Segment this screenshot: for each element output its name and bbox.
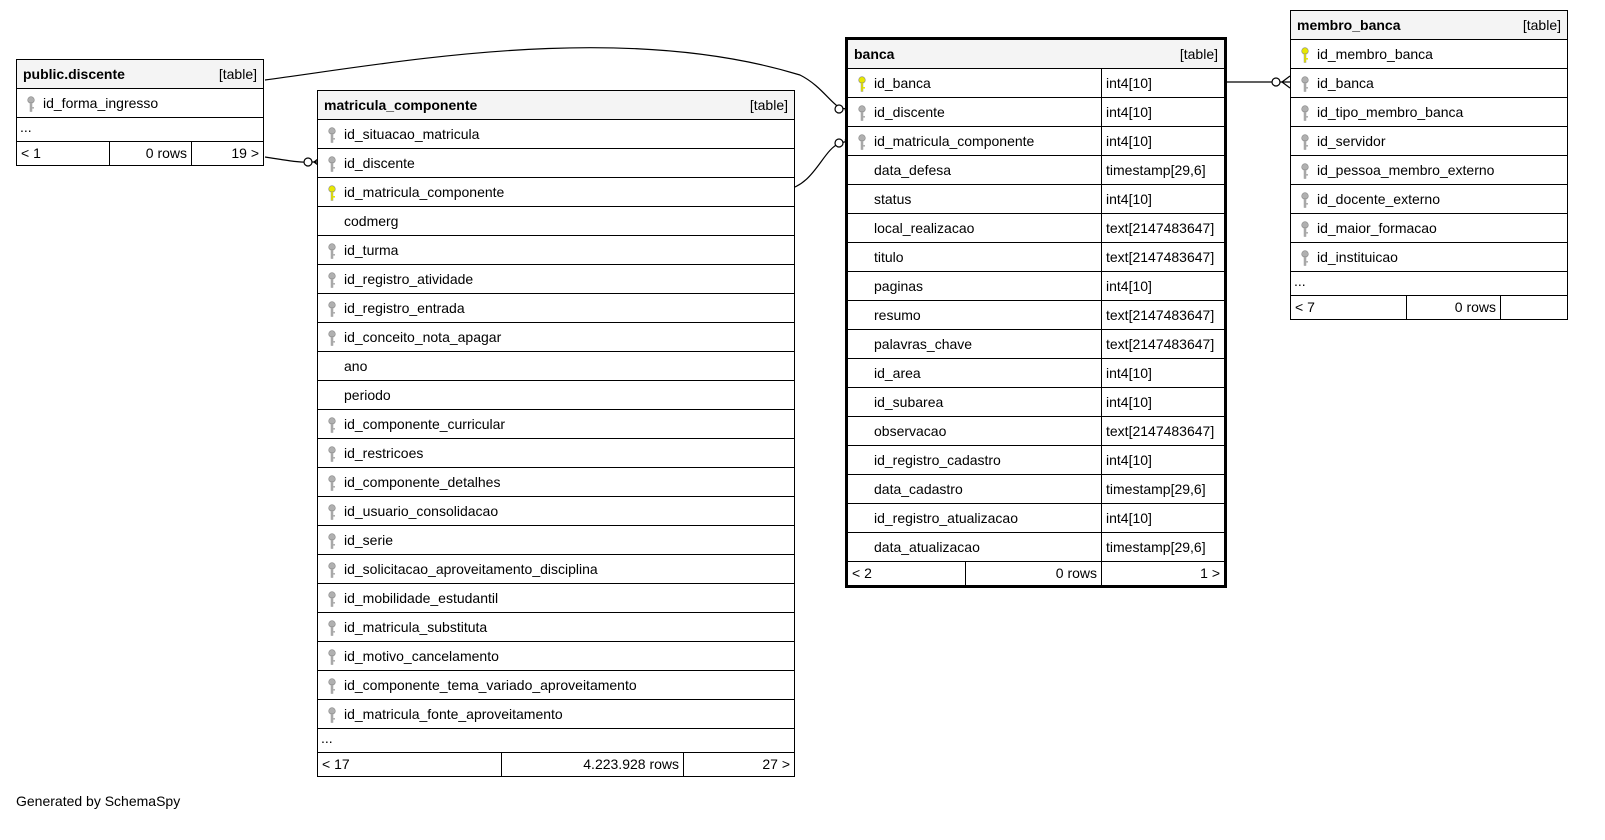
column-name: resumo [874,307,921,323]
table-matricula-componente[interactable] [317,90,795,777]
column-row[interactable] [318,323,794,352]
column-row[interactable] [318,294,794,323]
column-row[interactable] [1291,98,1567,127]
column-name: id_maior_formacao [1317,220,1437,236]
column-type: timestamp[29,6] [1101,533,1224,561]
column-name: status [874,191,912,207]
more-columns: ... [318,729,794,753]
column-name: id_discente [874,104,945,120]
foreign-key-icon [327,475,339,491]
primary-key-icon [1300,47,1312,63]
foreign-key-icon [1300,250,1312,266]
primary-key-icon [327,185,339,201]
table-header [318,91,794,120]
table-kind: [table] [749,97,788,113]
table-footer [848,562,1224,585]
table-footer [318,753,794,776]
column-type: int4[10] [1101,446,1224,474]
column-type: text[2147483647] [1101,417,1224,445]
foreign-key-icon [26,96,38,112]
column-type: int4[10] [1101,272,1224,300]
column-row[interactable] [318,613,794,642]
foreign-key-icon [857,105,869,121]
column-row[interactable] [318,642,794,671]
foreign-key-icon [327,678,339,694]
column-name: id_matricula_componente [874,133,1035,149]
column-name: id_restricoes [344,445,424,461]
column-name: data_defesa [874,162,952,178]
column-type: text[2147483647] [1101,243,1224,271]
column-row[interactable] [848,417,1224,446]
column-row[interactable] [1291,243,1567,272]
column-name: id_registro_entrada [344,300,465,316]
table-kind: [table] [1522,17,1561,33]
column-type: int4[10] [1101,388,1224,416]
column-name: id_matricula_substituta [344,619,488,635]
table-header [17,60,263,89]
column-name: titulo [874,249,904,265]
optional-marker [835,105,843,113]
table-discente[interactable] [16,59,264,166]
foreign-key-icon [857,134,869,150]
table-name: matricula_componente [324,97,478,113]
column-name: id_registro_atualizacao [874,510,1018,526]
column-type: text[2147483647] [1101,301,1224,329]
foreign-key-icon [327,533,339,549]
column-name: id_solicitacao_aproveitamento_disciplina [344,561,598,577]
children-count[interactable]: 1 > [1101,562,1224,585]
column-row[interactable] [1291,156,1567,185]
foreign-key-icon [327,504,339,520]
parents-count[interactable]: < 1 [21,145,41,161]
column-name: id_banca [874,75,931,91]
column-row[interactable] [848,243,1224,272]
column-type: int4[10] [1101,185,1224,213]
children-count[interactable]: 19 > [191,142,263,165]
column-row[interactable] [318,439,794,468]
column-row[interactable] [848,388,1224,417]
table-header [1291,11,1567,40]
column-name: local_realizacao [874,220,975,236]
column-row[interactable] [318,120,794,149]
column-name: data_atualizacao [874,539,980,555]
foreign-key-icon [327,301,339,317]
column-row[interactable] [318,236,794,265]
column-type: timestamp[29,6] [1101,156,1224,184]
column-type: int4[10] [1101,98,1224,126]
table-membro-banca[interactable] [1290,10,1568,320]
foreign-key-icon [1300,163,1312,179]
column-row[interactable] [318,381,794,410]
column-name: observacao [874,423,947,439]
foreign-key-icon [1300,105,1312,121]
children-count[interactable] [1500,296,1567,319]
column-row[interactable] [848,504,1224,533]
column-name: id_discente [344,155,415,171]
column-name: palavras_chave [874,336,973,352]
column-row[interactable] [848,359,1224,388]
column-row[interactable] [17,89,263,118]
column-row[interactable] [318,497,794,526]
column-name: id_pessoa_membro_externo [1317,162,1495,178]
column-row[interactable] [848,69,1224,98]
column-name: id_area [874,365,921,381]
column-name: id_motivo_cancelamento [344,648,499,664]
table-name: public.discente [23,66,125,82]
foreign-key-icon [1300,221,1312,237]
table-name: membro_banca [1297,17,1401,33]
column-name: periodo [344,387,391,403]
column-row[interactable] [848,301,1224,330]
parents-count[interactable]: < 7 [1295,299,1315,315]
column-type: int4[10] [1101,359,1224,387]
column-row[interactable] [1291,127,1567,156]
column-row[interactable] [318,584,794,613]
column-row[interactable] [318,700,794,729]
optional-marker [835,139,843,147]
foreign-key-icon [327,446,339,462]
column-row[interactable] [848,156,1224,185]
column-name: id_conceito_nota_apagar [344,329,502,345]
column-name: id_subarea [874,394,944,410]
optional-marker [1272,78,1280,86]
column-name: data_cadastro [874,481,963,497]
column-row[interactable] [318,468,794,497]
more-columns: ... [17,118,263,142]
optional-marker [304,158,312,166]
column-type: int4[10] [1101,504,1224,532]
column-name: id_matricula_fonte_aproveitamento [344,706,563,722]
column-name: id_mobilidade_estudantil [344,590,499,606]
column-type: timestamp[29,6] [1101,475,1224,503]
column-row[interactable] [848,475,1224,504]
column-type: int4[10] [1101,69,1224,97]
foreign-key-icon [327,243,339,259]
column-name: codmerg [344,213,399,229]
table-header [848,40,1224,69]
foreign-key-icon [1300,134,1312,150]
column-row[interactable] [318,352,794,381]
foreign-key-icon [1300,192,1312,208]
table-kind: [table] [218,66,257,82]
column-row[interactable] [1291,69,1567,98]
column-type: text[2147483647] [1101,330,1224,358]
parents-count[interactable]: < 2 [852,565,872,581]
column-name: id_usuario_consolidacao [344,503,499,519]
column-row[interactable] [318,526,794,555]
row-count: 4.223.928 rows [501,753,683,776]
column-name: id_docente_externo [1317,191,1440,207]
foreign-key-icon [327,156,339,172]
column-name: id_matricula_componente [344,184,505,200]
column-row[interactable] [318,410,794,439]
column-row[interactable] [848,533,1224,562]
column-row[interactable] [1291,185,1567,214]
column-row[interactable] [318,149,794,178]
column-row[interactable] [848,98,1224,127]
column-name: id_turma [344,242,399,258]
column-row[interactable] [318,555,794,584]
column-name: id_componente_curricular [344,416,506,432]
column-row[interactable] [318,207,794,236]
column-row[interactable] [1291,40,1567,69]
column-type: text[2147483647] [1101,214,1224,242]
children-count[interactable]: 27 > [683,753,794,776]
column-row[interactable] [848,330,1224,359]
foreign-key-icon [327,127,339,143]
column-row[interactable] [1291,214,1567,243]
row-count: 0 rows [965,562,1101,585]
link-discente-matricula [265,157,322,162]
column-row[interactable] [848,127,1224,156]
foreign-key-icon [327,272,339,288]
column-name: id_situacao_matricula [344,126,480,142]
foreign-key-icon [327,649,339,665]
column-name: id_servidor [1317,133,1386,149]
column-name: id_membro_banca [1317,46,1433,62]
foreign-key-icon [1300,76,1312,92]
more-columns: ... [1291,272,1567,296]
table-kind: [table] [1179,46,1218,62]
column-row[interactable] [318,671,794,700]
column-name: paginas [874,278,924,294]
column-name: id_componente_tema_variado_aproveitamento [344,677,637,693]
column-name: id_registro_cadastro [874,452,1001,468]
foreign-key-icon [327,707,339,723]
column-name: id_instituicao [1317,249,1398,265]
primary-key-icon [857,76,869,92]
column-name: id_componente_detalhes [344,474,501,490]
row-count: 0 rows [109,142,191,165]
table-footer [17,142,263,165]
column-name: id_registro_atividade [344,271,474,287]
link-matricula-banca [785,140,853,190]
foreign-key-icon [327,417,339,433]
foreign-key-icon [327,562,339,578]
foreign-key-icon [327,330,339,346]
generated-by-credit: Generated by SchemaSpy [16,793,181,809]
column-row[interactable] [848,214,1224,243]
foreign-key-icon [327,620,339,636]
column-type: int4[10] [1101,127,1224,155]
table-name: banca [854,46,895,62]
column-name: id_serie [344,532,394,548]
row-count: 0 rows [1406,296,1500,319]
table-banca[interactable] [845,37,1227,588]
column-row[interactable] [318,178,794,207]
column-row[interactable] [848,185,1224,214]
column-row[interactable] [848,446,1224,475]
column-row[interactable] [318,265,794,294]
parents-count[interactable]: < 17 [322,756,350,772]
column-name: id_banca [1317,75,1374,91]
column-name: id_tipo_membro_banca [1317,104,1464,120]
table-footer [1291,296,1567,319]
column-name: id_forma_ingresso [43,95,159,111]
foreign-key-icon [327,591,339,607]
column-row[interactable] [848,272,1224,301]
column-name: ano [344,358,368,374]
